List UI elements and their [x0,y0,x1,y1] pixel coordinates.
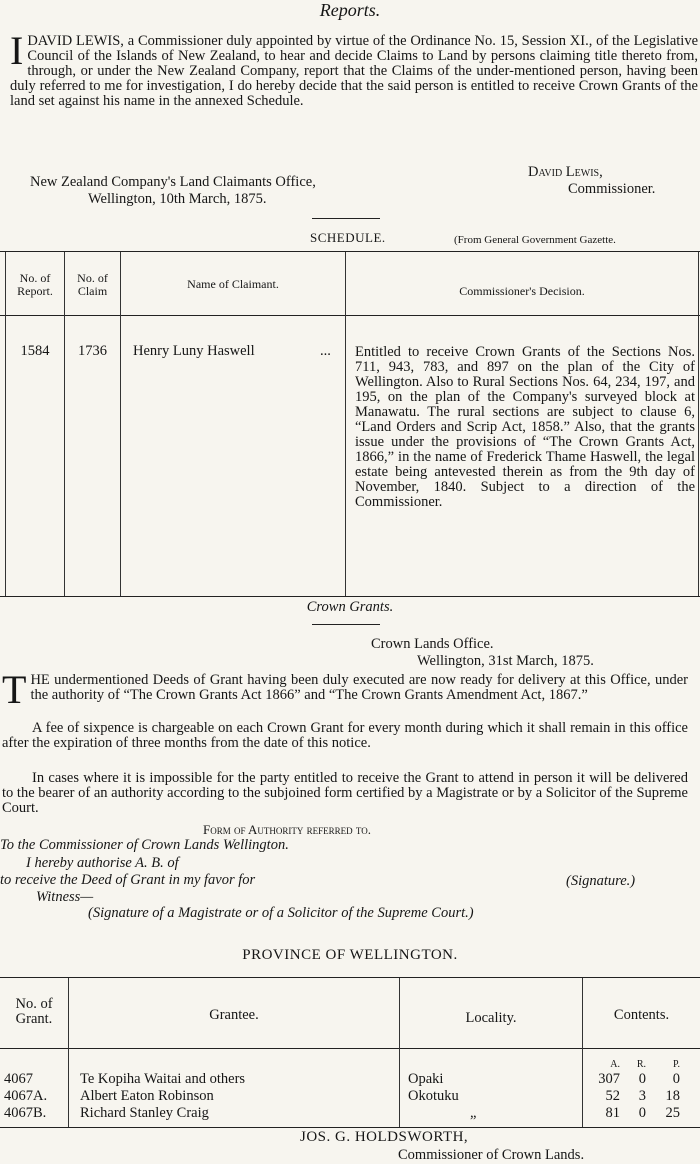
table-top-rule [0,251,700,252]
grant-row-no: 4067B. [4,1105,47,1121]
grant-row-roods: 3 [638,1088,646,1104]
row-claim-no: 1736 [78,343,107,359]
form-receive: to receive the Deed of Grant in my favor for [0,872,256,888]
province-col-border [399,978,400,1127]
province-title: PROVINCE OF WELLINGTON. [242,947,458,963]
header-grant-no [0,997,68,1027]
header-report-no-line1: No. of [19,271,51,285]
province-table-bottom-rule [0,1127,700,1128]
holdsworth-title: Commissioner of Crown Lands. [398,1147,585,1163]
province-col-border [582,978,583,1127]
signatory-title: Commissioner. [568,181,656,197]
reports-dropcap: I [10,28,24,73]
row-report-no: 1584 [20,343,50,359]
reports-intro-rest: 15, Session XI., of the Legislative Council of the Islands of New Zealand, to hear and decide Claims to Land by persons claiming title thereto from, through, or under the New Zealand Company, report that the Claims of the under-mentioned person, having been duly referred to me for investigation, I do hereby decide that the said person is entitled to receive Crown Grants of the land set against his name in the annexed Schedule. [10,33,698,109]
crown-grants-para3: In cases where it is impossible for the party entitled to receive the Grant to attend in person it will be delivered to the bearer of an authority according to the subjoined form certified by a Magistrate or by a Solicitor of the Supreme Court. [2,770,688,816]
grant-row-grantee: Albert Eaton Robinson [80,1088,214,1104]
crown-grants-heading: Crown Grants. [306,599,394,615]
reports-heading: Reports. [319,0,381,20]
crown-lands-office: Crown Lands Office. [371,636,494,652]
form-heading: Form of Authority referred to. [203,822,371,837]
province-table-top-rule [0,977,700,978]
schedule-title: SCHEDULE. [310,230,386,245]
crown-grants-para2: A fee of sixpence is chargeable on each Crown Grant for every month during which it shall remain in this office after the expiration of three months from the date of this notice. [2,720,688,751]
reports-intro-first-line: DAVID LEWIS, a Commissioner duly appointed by virtue of the Ordinance No. [27,33,496,49]
grant-row-locality: „ [470,1105,477,1121]
header-report-no [6,272,64,298]
form-signature: (Signature.) [566,873,636,889]
header-claim-no-line2: Claim [77,284,108,298]
province-col-border [68,978,69,1127]
form-authorise: I hereby authorise A. B. of [26,855,179,871]
grant-row-acres: 81 [605,1105,620,1121]
schedule-col-border [345,252,346,596]
office-line-1: New Zealand Company's Land Claimants Office, [30,174,316,190]
schedule-col-border [698,252,699,596]
schedule-col-border [120,252,121,596]
header-report-no-line2: Report. [17,284,53,298]
form-magistrate: (Signature of a Magistrate or of a Solicitor of the Supreme Court.) [88,905,474,921]
crown-grants-date: Wellington, 31st March, 1875. [417,653,594,669]
header-claim-no [65,272,120,298]
province-table-header-rule [0,1048,700,1049]
row-leader-dots: ... [320,343,331,359]
schedule-col-border [64,252,65,596]
header-claim-no-line1: No. of [77,271,108,285]
header-perches: P. [673,1059,680,1070]
row-claimant: Henry Luny Haswell [133,343,255,359]
grant-row-locality: Okotuku [408,1088,459,1104]
header-contents: Contents. [613,1007,670,1023]
header-grant-no-line2: Grant. [15,1011,53,1027]
grant-row-perches: 0 [672,1071,680,1087]
schedule-source: (From General Government Gazette. [454,234,616,246]
office-line-2: Wellington, 10th March, 1875. [88,191,267,207]
divider [312,218,380,219]
header-locality: Locality. [465,1010,517,1026]
crown-grants-dropcap: T [2,667,27,712]
grant-row-no: 4067A. [4,1088,48,1104]
grant-row-grantee: Richard Stanley Craig [80,1105,209,1121]
grant-row-roods: 0 [638,1071,646,1087]
signatory-name: David Lewis, [528,164,603,180]
grant-row-acres: 52 [605,1088,620,1104]
crown-grants-para1-text: HE undermentioned Deeds of Grant having been duly executed are now ready for delivery at this Office, under the authority of “The Crown Grants Act 1866” and “The Crown Grants Amendment Act, 1867.” [30,672,688,703]
header-claimant: Name of Claimant. [187,277,279,291]
grant-row-roods: 0 [638,1105,646,1121]
table-bottom-rule [0,596,700,597]
header-grant-no-line1: No. of [15,996,53,1012]
reports-intro [10,28,698,109]
grant-row-acres: 307 [598,1071,620,1087]
form-to: To the Commissioner of Crown Lands Wellington. [0,837,289,853]
header-grantee: Grantee. [209,1007,259,1023]
grant-row-locality: Opaki [408,1071,444,1087]
header-acres: A. [610,1059,620,1070]
header-roods: R. [636,1059,646,1070]
schedule-col-border [5,252,6,596]
grant-row-perches: 18 [665,1088,680,1104]
row-decision: Entitled to receive Crown Grants of the Sections Nos. 711, 943, 783, and 897 on the plan of the City of Wellington. Also to Rural Sections Nos. 64, 234, 197, and 195, on the plan of the Company's surveyed block at Manawatu. The rural sections are subject to clause 6, “Land Orders and Scrip Act, 1858.” Also, that the grants issue under the provisions of “The Crown Grants Act, 1866,” in the name of Frederick Thame Haswell, the legal estate being antevested therein as from the 9th day of November, 1840. Subject to a direction of the Commissioner. [355,344,695,510]
grant-row-grantee: Te Kopiha Waitai and others [80,1071,246,1087]
table-header-rule [0,315,700,316]
holdsworth-name: JOS. G. HOLDSWORTH, [300,1129,469,1145]
crown-grants-para1 [2,667,688,712]
divider [312,624,380,625]
header-decision: Commissioner's Decision. [459,284,585,298]
form-witness: Witness— [36,889,94,905]
grant-row-no: 4067 [4,1071,33,1087]
grant-row-perches: 25 [665,1105,680,1121]
